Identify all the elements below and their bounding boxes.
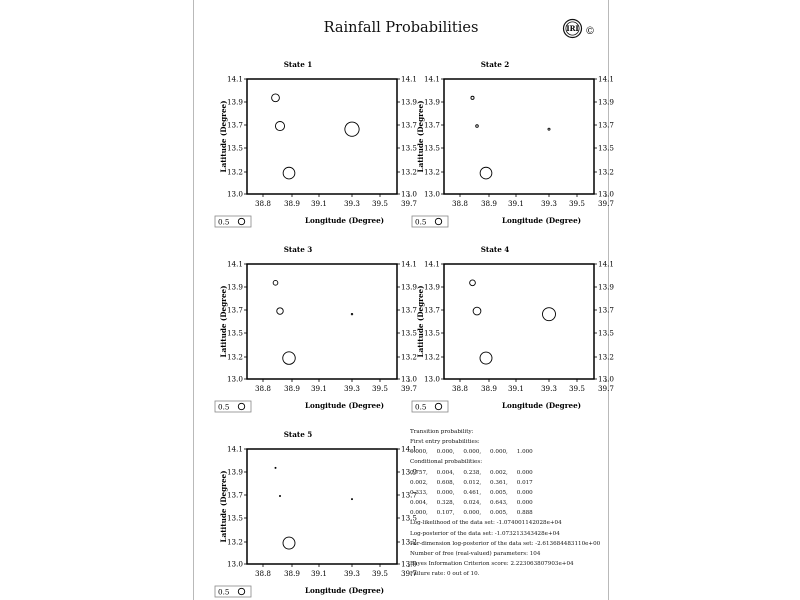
x-tick-label: 38.9 bbox=[283, 199, 301, 208]
x-tick-label: 38.9 bbox=[283, 384, 301, 393]
chart-state-2 bbox=[412, 60, 614, 227]
legend-label: 0.5 bbox=[415, 217, 427, 227]
chart-title: State 5 bbox=[283, 430, 313, 439]
station-point bbox=[275, 121, 284, 130]
x-tick-label: 39.5 bbox=[371, 384, 389, 393]
x-axis-label: Longitude (Degree) bbox=[305, 586, 385, 595]
station-point bbox=[543, 308, 556, 321]
y-tick-label-right: 13.5 bbox=[401, 513, 418, 523]
x-tick-label: 39.7 bbox=[400, 199, 418, 208]
y-tick-label-right: 14.1 bbox=[401, 74, 418, 84]
chart-state-5 bbox=[215, 430, 417, 597]
y-tick-label-right: 13.7 bbox=[401, 490, 418, 500]
y-tick-label-left: 13.0 bbox=[423, 189, 440, 199]
x-axis-label: Longitude (Degree) bbox=[305, 216, 385, 225]
y-tick-label-left: 13.7 bbox=[226, 490, 243, 500]
y-axis-label: Latitude (Degree) bbox=[416, 285, 425, 358]
y-tick-label-right: 13.5 bbox=[598, 143, 615, 153]
x-tick-label: 39.7 bbox=[597, 199, 615, 208]
y-tick-label-right: 14.1 bbox=[598, 259, 615, 269]
station-point bbox=[470, 280, 476, 286]
stats-line: 0.000, 0.107, 0.000, 0.005, 0.888 bbox=[410, 510, 533, 517]
plot-frame bbox=[444, 264, 594, 379]
x-tick-label: 39.3 bbox=[540, 384, 558, 393]
x-tick-label: 39.3 bbox=[540, 199, 558, 208]
x-tick-label: 39.1 bbox=[310, 384, 328, 393]
station-point bbox=[480, 167, 492, 179]
legend-label: 0.5 bbox=[218, 217, 230, 227]
x-axis-label: Longitude (Degree) bbox=[502, 216, 582, 225]
stats-line: 0.757, 0.004, 0.238, 0.002, 0.000 bbox=[410, 469, 533, 476]
stats-line: First entry probabilities: bbox=[410, 439, 480, 446]
y-tick-label-left: 13.2 bbox=[226, 352, 243, 362]
station-point bbox=[283, 352, 295, 364]
stats-line: Log-likelihood of the data set: -1.074001142028e+04 bbox=[410, 520, 562, 527]
stats-line: Failure rate: 0 out of 10. bbox=[410, 571, 480, 578]
y-tick-label-right: 14.1 bbox=[598, 74, 615, 84]
y-tick-label-right: 13.2 bbox=[401, 352, 418, 362]
stats-line: Bayes Information Criterion score: 2.223063807903e+04 bbox=[410, 561, 574, 568]
y-tick-label-right: 13.9 bbox=[401, 97, 418, 107]
x-tick-label: 39.1 bbox=[507, 199, 525, 208]
y-axis-label: Latitude (Degree) bbox=[416, 100, 425, 173]
y-tick-label-right: 13.5 bbox=[401, 143, 418, 153]
chart-title: State 3 bbox=[283, 245, 313, 254]
y-tick-label-left: 13.5 bbox=[226, 328, 243, 338]
y-axis-label: Latitude (Degree) bbox=[219, 100, 228, 173]
chart-state-1 bbox=[215, 60, 417, 227]
x-tick-label: 39.3 bbox=[343, 384, 361, 393]
x-tick-label: 39.1 bbox=[507, 384, 525, 393]
y-tick-label-left: 13.0 bbox=[226, 189, 243, 199]
x-tick-label: 39.5 bbox=[371, 199, 389, 208]
x-axis-label: Longitude (Degree) bbox=[305, 401, 385, 410]
y-tick-label-left: 14.1 bbox=[423, 74, 440, 84]
x-tick-label: 38.9 bbox=[480, 199, 498, 208]
chart-state-3 bbox=[215, 245, 417, 412]
y-tick-label-right: 13.7 bbox=[598, 120, 615, 130]
station-point bbox=[283, 167, 295, 179]
x-tick-label: 39.7 bbox=[400, 569, 418, 578]
x-tick-label: 38.8 bbox=[451, 199, 469, 208]
x-tick-label: 38.8 bbox=[254, 384, 272, 393]
x-tick-label: 38.8 bbox=[451, 384, 469, 393]
y-tick-label-left: 13.0 bbox=[226, 374, 243, 384]
x-tick-label: 39.5 bbox=[371, 569, 389, 578]
x-tick-label: 38.9 bbox=[283, 569, 301, 578]
station-point bbox=[351, 499, 352, 500]
y-tick-label-right: 13.0 bbox=[598, 374, 615, 384]
station-point bbox=[471, 96, 474, 99]
y-tick-label-left: 14.1 bbox=[226, 74, 243, 84]
stats-line: Conditional probabilities: bbox=[410, 459, 483, 466]
x-axis-label: Longitude (Degree) bbox=[502, 401, 582, 410]
x-tick-label: 39.5 bbox=[568, 384, 586, 393]
station-point bbox=[275, 467, 276, 468]
y-tick-label-left: 13.2 bbox=[423, 352, 440, 362]
station-point bbox=[548, 128, 550, 130]
y-tick-label-right: 13.0 bbox=[598, 189, 615, 199]
x-tick-label: 39.7 bbox=[400, 384, 418, 393]
y-tick-label-right: 13.2 bbox=[598, 167, 615, 177]
y-tick-label-right: 13.9 bbox=[598, 282, 615, 292]
chart-title: State 2 bbox=[480, 60, 510, 69]
plot-frame bbox=[444, 79, 594, 194]
stats-line: 0.000, 0.000, 0.000, 0.000, 1.000 bbox=[410, 449, 533, 456]
y-tick-label-right: 13.5 bbox=[401, 328, 418, 338]
stats-line: 0.004, 0.328, 0.024, 0.643, 0.000 bbox=[410, 500, 533, 507]
copyright-mark: © bbox=[585, 26, 595, 37]
station-point bbox=[279, 495, 280, 496]
y-tick-label-right: 13.9 bbox=[401, 467, 418, 477]
y-tick-label-left: 13.9 bbox=[423, 97, 440, 107]
x-tick-label: 38.8 bbox=[254, 199, 272, 208]
x-tick-label: 39.3 bbox=[343, 569, 361, 578]
y-axis-label: Latitude (Degree) bbox=[219, 470, 228, 543]
logo-text: IRI bbox=[566, 24, 579, 34]
report-page bbox=[193, 0, 615, 600]
y-tick-label-left: 13.7 bbox=[226, 305, 243, 315]
y-tick-label-left: 14.1 bbox=[423, 259, 440, 269]
station-point bbox=[476, 125, 479, 128]
y-tick-label-left: 13.9 bbox=[226, 467, 243, 477]
y-tick-label-left: 13.5 bbox=[423, 328, 440, 338]
y-tick-label-right: 13.2 bbox=[598, 352, 615, 362]
y-tick-label-right: 14.1 bbox=[401, 259, 418, 269]
y-tick-label-left: 14.1 bbox=[226, 444, 243, 454]
y-tick-label-right: 13.2 bbox=[401, 167, 418, 177]
station-point bbox=[273, 280, 278, 285]
y-tick-label-left: 13.5 bbox=[226, 143, 243, 153]
y-tick-label-right: 13.5 bbox=[598, 328, 615, 338]
y-tick-label-right: 13.0 bbox=[401, 559, 418, 569]
chart-title: State 4 bbox=[480, 245, 510, 254]
y-tick-label-right: 13.7 bbox=[401, 305, 418, 315]
y-tick-label-left: 13.9 bbox=[226, 282, 243, 292]
stats-line: 0.333, 0.000, 0.461, 0.005, 0.000 bbox=[410, 489, 533, 496]
y-tick-label-left: 13.2 bbox=[226, 167, 243, 177]
legend-label: 0.5 bbox=[415, 402, 427, 412]
y-tick-label-left: 13.9 bbox=[226, 97, 243, 107]
page-title: Rainfall Probabilities bbox=[323, 20, 479, 36]
y-tick-label-left: 13.0 bbox=[226, 559, 243, 569]
model-statistics bbox=[410, 427, 606, 579]
plot-frame bbox=[247, 264, 397, 379]
y-tick-label-left: 13.5 bbox=[226, 513, 243, 523]
y-tick-label-right: 13.0 bbox=[401, 374, 418, 384]
x-tick-label: 39.5 bbox=[568, 199, 586, 208]
y-tick-label-right: 13.7 bbox=[598, 305, 615, 315]
station-point bbox=[283, 537, 295, 549]
chart-title: State 1 bbox=[283, 60, 313, 69]
y-tick-label-left: 13.9 bbox=[423, 282, 440, 292]
y-tick-label-right: 13.0 bbox=[401, 189, 418, 199]
station-point bbox=[272, 94, 280, 102]
x-tick-label: 38.9 bbox=[480, 384, 498, 393]
x-tick-label: 38.8 bbox=[254, 569, 272, 578]
x-tick-label: 39.1 bbox=[310, 199, 328, 208]
y-tick-label-left: 14.1 bbox=[226, 259, 243, 269]
stats-line: Log-posterior of the data set: -1.073213343428e+04 bbox=[410, 530, 560, 537]
chart-state-4 bbox=[412, 245, 614, 412]
y-tick-label-left: 13.7 bbox=[423, 120, 440, 130]
y-tick-label-left: 13.7 bbox=[226, 120, 243, 130]
plot-frame bbox=[247, 449, 397, 564]
y-tick-label-left: 13.2 bbox=[423, 167, 440, 177]
y-tick-label-right: 13.2 bbox=[401, 537, 418, 547]
y-tick-label-right: 13.9 bbox=[401, 282, 418, 292]
y-tick-label-right: 13.7 bbox=[401, 120, 418, 130]
stats-line: Transition probability: bbox=[410, 429, 474, 435]
stats-line: 0.002, 0.608, 0.012, 0.361, 0.017 bbox=[410, 479, 533, 486]
y-axis-label: Latitude (Degree) bbox=[219, 285, 228, 358]
x-tick-label: 39.1 bbox=[310, 569, 328, 578]
station-point bbox=[345, 122, 359, 136]
x-tick-label: 39.3 bbox=[343, 199, 361, 208]
y-tick-label-left: 13.0 bbox=[423, 374, 440, 384]
y-tick-label-left: 13.7 bbox=[423, 305, 440, 315]
station-point bbox=[473, 307, 481, 315]
x-tick-label: 39.7 bbox=[597, 384, 615, 393]
station-point bbox=[277, 308, 284, 315]
y-tick-label-left: 13.2 bbox=[226, 537, 243, 547]
plot-frame bbox=[247, 79, 397, 194]
y-tick-label-right: 14.1 bbox=[401, 444, 418, 454]
station-point bbox=[480, 352, 492, 364]
y-tick-label-right: 13.9 bbox=[598, 97, 615, 107]
stats-line: Number of free (real-valued) parameters: 104 bbox=[410, 550, 541, 557]
stats-line: Per-dimension log-posterior of the data set: -2.613684483110e+00 bbox=[410, 540, 601, 547]
station-point bbox=[351, 313, 353, 315]
legend-label: 0.5 bbox=[218, 402, 230, 412]
y-tick-label-left: 13.5 bbox=[423, 143, 440, 153]
legend-label: 0.5 bbox=[218, 587, 230, 597]
